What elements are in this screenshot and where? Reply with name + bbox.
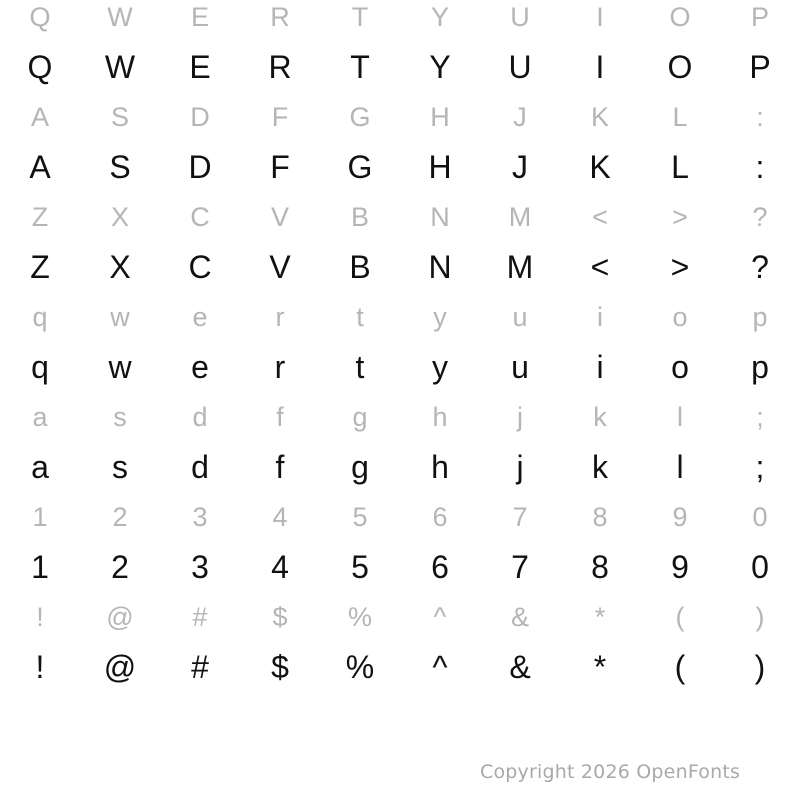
glyph-cell: T [350, 49, 370, 85]
glyph-cell: k [592, 449, 608, 485]
glyph-cell: K [590, 102, 609, 132]
glyph-cell: $ [272, 602, 288, 632]
glyph-cell: J [513, 102, 527, 132]
glyph-cell: ) [755, 602, 765, 632]
glyph-cell: % [347, 602, 372, 632]
glyph-cell: C [188, 249, 212, 285]
glyph-row-digits-row-muted [0, 492, 800, 542]
glyph-cell: t [356, 302, 364, 332]
glyph-cell: F [270, 149, 290, 185]
glyph-cell: D [188, 149, 212, 185]
glyph-cell: M [506, 249, 534, 285]
glyph-row-uppercase-top-row-ink [0, 42, 800, 92]
glyph-cell: M [508, 202, 532, 232]
glyph-cell: e [191, 349, 209, 385]
glyph-cell: $ [271, 649, 289, 685]
glyph-row-uppercase-bottom-row-muted [0, 192, 800, 242]
glyph-cell: L [672, 102, 688, 132]
glyph-cell: N [430, 202, 450, 232]
glyph-cell: O [669, 2, 691, 32]
glyph-cell: i [596, 349, 604, 385]
glyph-cell: q [32, 302, 48, 332]
glyph-cell: f [276, 402, 284, 432]
glyph-cell: X [109, 249, 131, 285]
glyph-cell: e [192, 302, 208, 332]
glyph-cell: 5 [352, 502, 368, 532]
glyph-cell: y [433, 302, 447, 332]
glyph-cell: X [110, 202, 129, 232]
glyph-cell: 2 [112, 502, 128, 532]
glyph-cell: S [109, 149, 131, 185]
glyph-cell: E [190, 2, 209, 32]
glyph-cell: C [190, 202, 210, 232]
glyph-cell: h [431, 449, 449, 485]
glyph-cell: 3 [191, 549, 209, 585]
glyph-row-uppercase-top-row-muted [0, 0, 800, 42]
glyph-cell: s [112, 449, 128, 485]
glyph-cell: k [593, 402, 607, 432]
glyph-cell: D [190, 102, 210, 132]
glyph-cell: w [110, 302, 130, 332]
glyph-cell: V [269, 249, 291, 285]
glyph-cell: F [271, 102, 289, 132]
glyph-row-digits-row-ink [0, 542, 800, 592]
glyph-cell: t [355, 349, 365, 385]
copyright-notice: Copyright 2026 OpenFonts [480, 761, 741, 783]
glyph-cell: 7 [511, 549, 529, 585]
glyph-cell: U [508, 49, 532, 85]
glyph-cell: a [31, 449, 49, 485]
glyph-cell: A [30, 102, 49, 132]
glyph-cell: R [268, 49, 292, 85]
glyph-cell: Q [29, 2, 51, 32]
glyph-cell: J [512, 149, 528, 185]
glyph-cell: P [750, 2, 769, 32]
glyph-cell: ( [674, 649, 686, 685]
glyph-cell: g [351, 449, 369, 485]
glyph-cell: H [430, 102, 450, 132]
glyph-cell: N [428, 249, 452, 285]
glyph-cell: p [751, 349, 769, 385]
glyph-cell: Z [31, 202, 49, 232]
glyph-cell: 9 [671, 549, 689, 585]
glyph-cell: @ [103, 649, 137, 685]
glyph-cell: ) [754, 649, 766, 685]
glyph-cell: d [191, 449, 209, 485]
glyph-cell: L [671, 149, 689, 185]
glyph-cell: ? [751, 249, 769, 285]
glyph-cell: w [108, 349, 132, 385]
glyph-cell: f [275, 449, 285, 485]
glyph-cell: U [510, 2, 530, 32]
glyph-cell: 1 [32, 502, 48, 532]
glyph-cell: Y [430, 2, 449, 32]
glyph-cell: 6 [432, 502, 448, 532]
glyph-cell: u [511, 349, 529, 385]
glyph-cell: S [110, 102, 129, 132]
glyph-cell: > [672, 202, 688, 232]
glyph-row-uppercase-home-row-muted [0, 92, 800, 142]
glyph-cell: : [755, 149, 765, 185]
glyph-cell: j [516, 449, 524, 485]
glyph-row-lowercase-home-row-muted [0, 392, 800, 442]
glyph-cell: * [593, 649, 607, 685]
glyph-cell: 4 [272, 502, 288, 532]
glyph-cell: ^ [433, 602, 447, 632]
glyph-cell: p [752, 302, 768, 332]
glyph-cell: 3 [192, 502, 208, 532]
glyph-cell: W [107, 2, 133, 32]
glyph-cell: ; [756, 402, 764, 432]
glyph-cell: B [349, 249, 371, 285]
glyph-cell: < [590, 249, 610, 285]
glyph-cell: Q [27, 49, 53, 85]
glyph-cell: 6 [431, 549, 449, 585]
glyph-cell: 1 [31, 549, 49, 585]
glyph-cell: ( [675, 602, 685, 632]
glyph-cell: A [29, 149, 51, 185]
glyph-cell: > [670, 249, 690, 285]
glyph-cell: 8 [591, 549, 609, 585]
glyph-cell: ? [752, 202, 768, 232]
glyph-cell: : [756, 102, 764, 132]
glyph-cell: Y [429, 49, 451, 85]
glyph-cell: o [672, 302, 688, 332]
glyph-cell: 8 [592, 502, 608, 532]
glyph-row-uppercase-home-row-ink [0, 142, 800, 192]
glyph-cell: ! [36, 602, 44, 632]
glyph-cell: @ [106, 602, 134, 632]
glyph-cell: 0 [751, 549, 769, 585]
glyph-cell: * [594, 602, 606, 632]
glyph-cell: E [189, 49, 211, 85]
glyph-row-uppercase-bottom-row-ink [0, 242, 800, 292]
glyph-cell: 0 [752, 502, 768, 532]
glyph-cell: G [347, 149, 373, 185]
glyph-cell: l [676, 449, 684, 485]
glyph-row-lowercase-top-row-ink [0, 342, 800, 392]
glyph-cell: K [589, 149, 611, 185]
glyph-cell: 9 [672, 502, 688, 532]
glyph-cell: & [510, 602, 529, 632]
glyph-row-lowercase-top-row-muted [0, 292, 800, 342]
glyph-cell: j [517, 402, 523, 432]
glyph-cell: 2 [111, 549, 129, 585]
glyph-cell: G [349, 102, 371, 132]
glyph-cell: H [428, 149, 452, 185]
glyph-cell: T [351, 2, 369, 32]
glyph-cell: g [352, 402, 368, 432]
glyph-cell: P [749, 49, 771, 85]
glyph-cell: l [677, 402, 683, 432]
glyph-cell: q [31, 349, 49, 385]
glyph-cell: R [270, 2, 290, 32]
glyph-cell: a [32, 402, 48, 432]
glyph-cell: # [191, 649, 209, 685]
glyph-cell: y [432, 349, 448, 385]
glyph-cell: ; [755, 449, 765, 485]
glyph-row-symbols-row-ink [0, 642, 800, 692]
glyph-cell: I [596, 2, 604, 32]
glyph-cell: I [595, 49, 605, 85]
glyph-row-symbols-row-muted [0, 592, 800, 642]
glyph-cell: V [270, 202, 289, 232]
glyph-cell: O [667, 49, 693, 85]
glyph-cell: u [512, 302, 528, 332]
glyph-cell: & [509, 649, 531, 685]
glyph-cell: i [597, 302, 603, 332]
glyph-cell: 7 [512, 502, 528, 532]
glyph-cell: o [671, 349, 689, 385]
glyph-cell: s [113, 402, 127, 432]
glyph-cell: B [350, 202, 369, 232]
glyph-cell: 4 [271, 549, 289, 585]
glyph-cell: # [192, 602, 208, 632]
glyph-cell: ^ [432, 649, 448, 685]
glyph-cell: < [592, 202, 608, 232]
glyph-cell: % [345, 649, 375, 685]
glyph-cell: W [104, 49, 136, 85]
glyph-cell: h [432, 402, 448, 432]
glyph-cell: Z [30, 249, 50, 285]
glyph-cell: r [274, 349, 286, 385]
glyph-cell: 5 [351, 549, 369, 585]
glyph-cell: d [192, 402, 208, 432]
glyph-cell: r [275, 302, 285, 332]
glyph-row-lowercase-home-row-ink [0, 442, 800, 492]
glyph-cell: ! [35, 649, 45, 685]
